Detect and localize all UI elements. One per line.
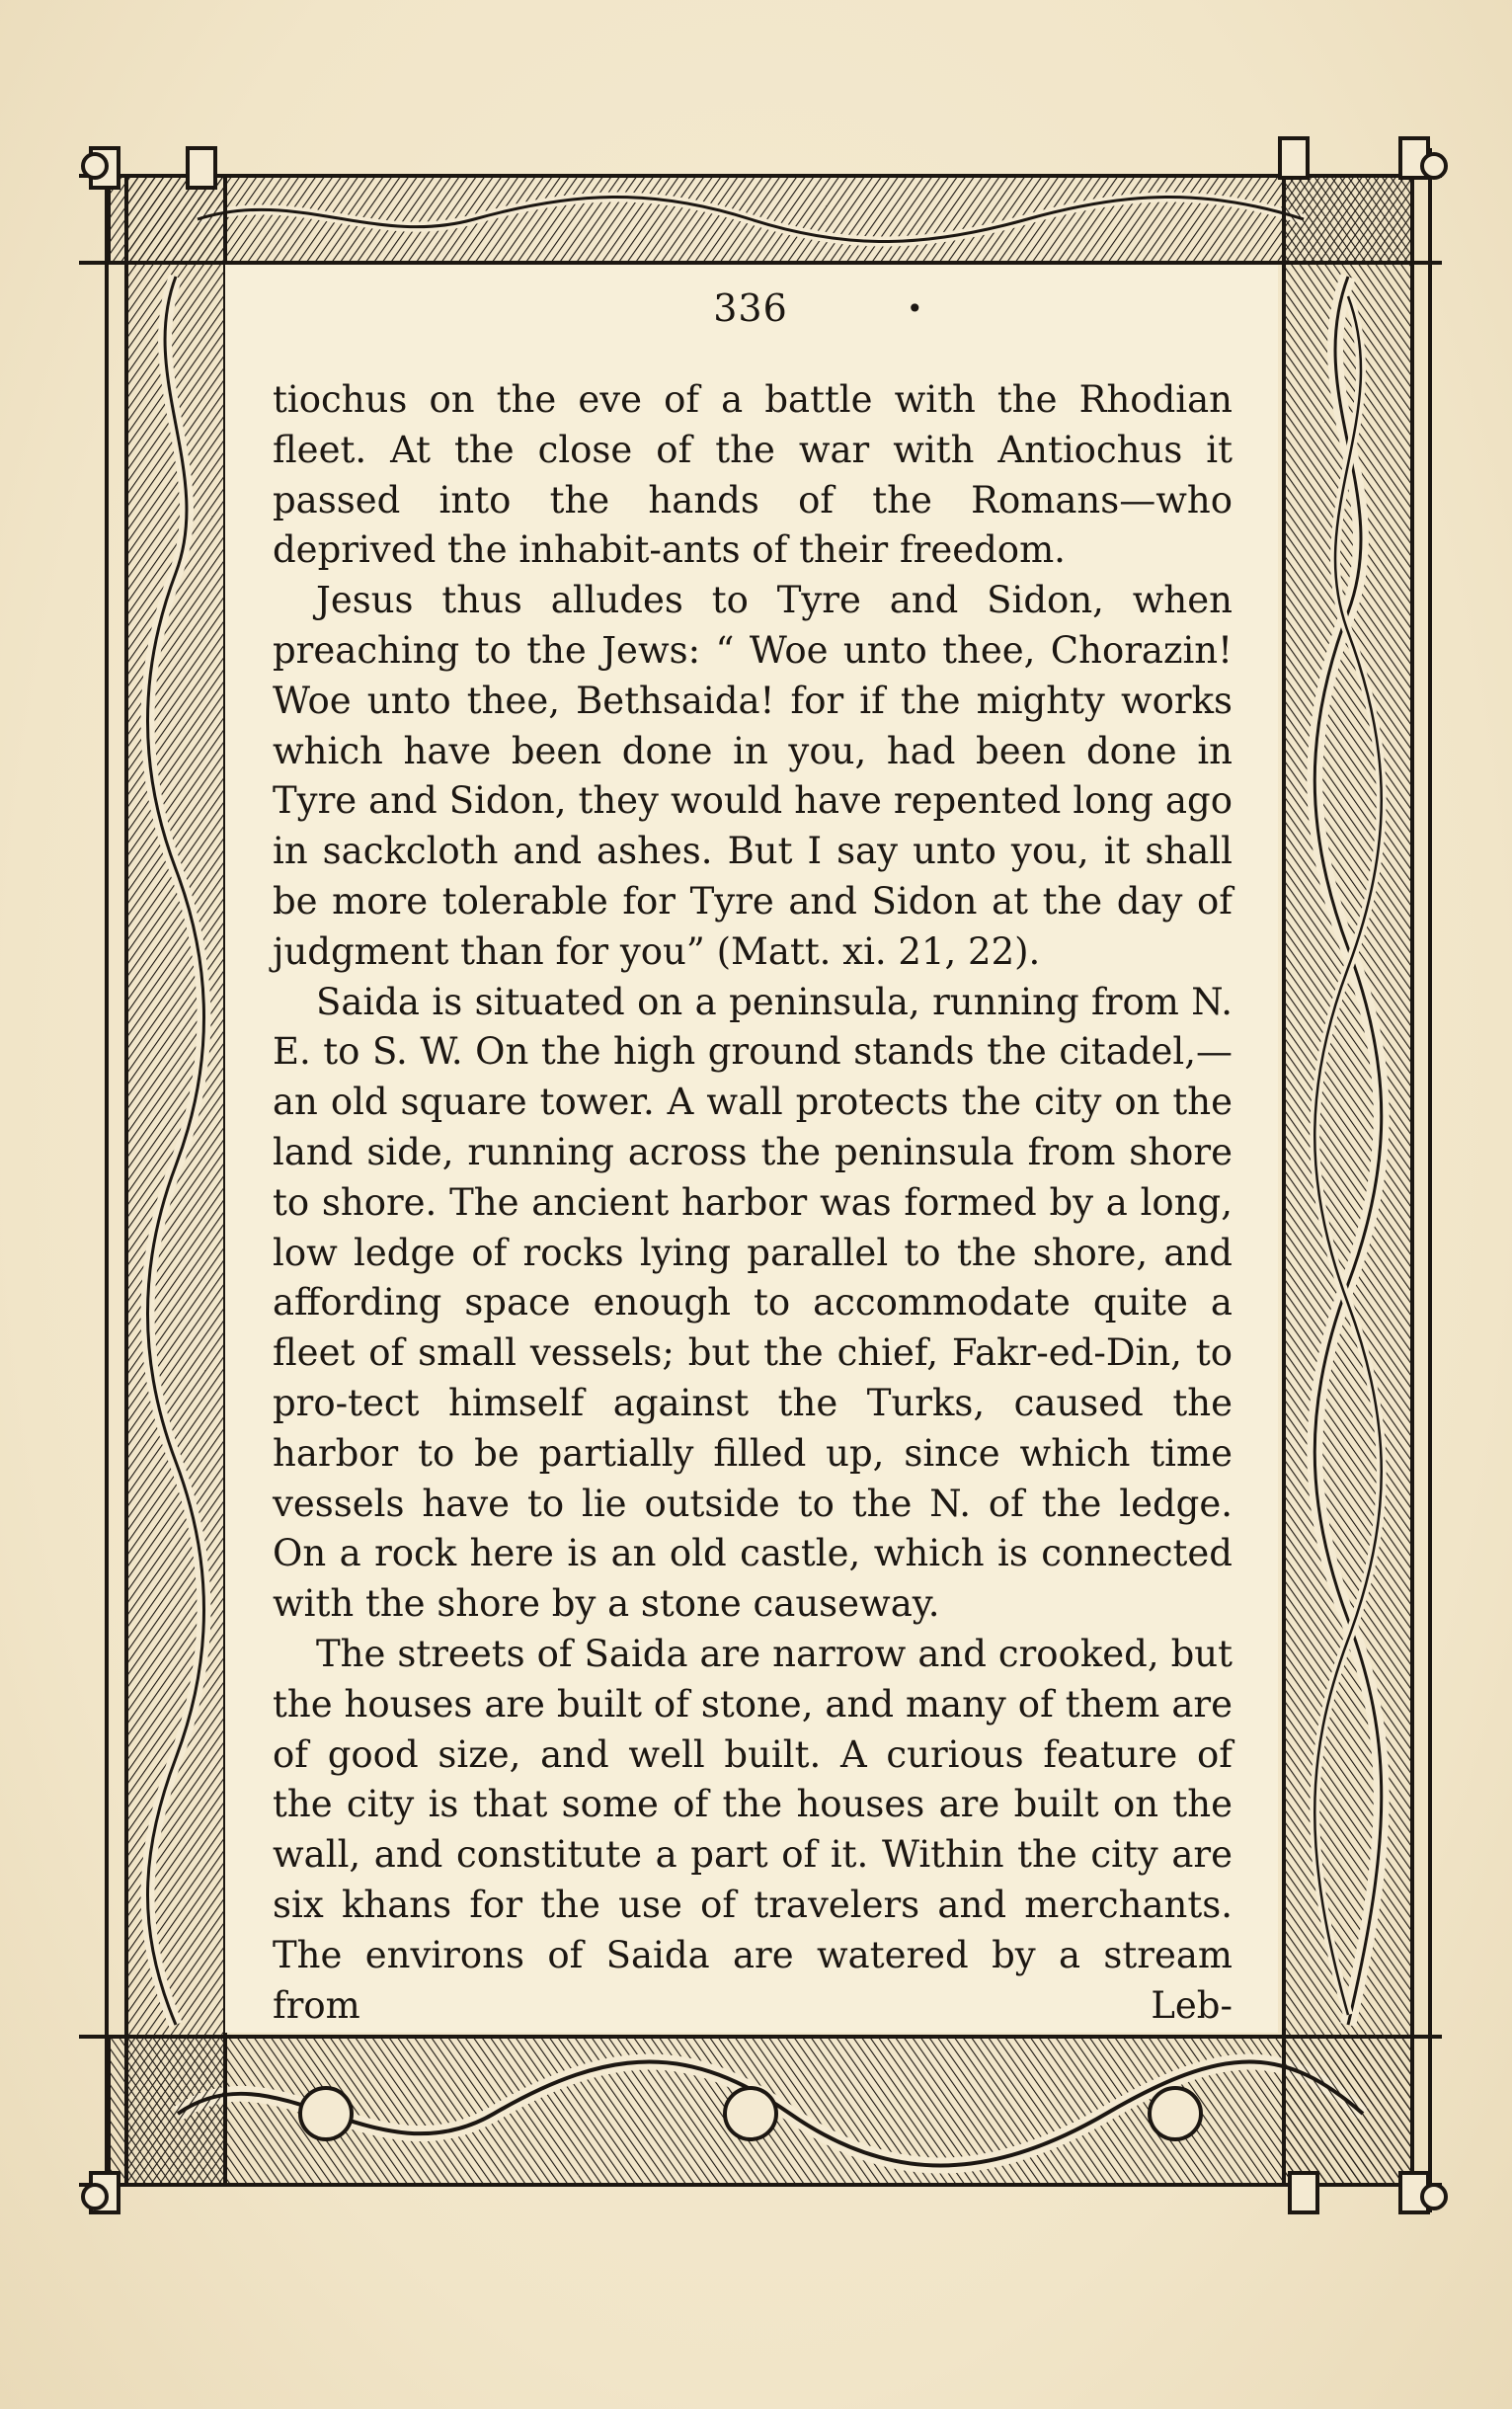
page-number: 336 <box>713 286 788 330</box>
paragraph: Saida is situated on a peninsula, running from N. E. to S. W. On the high ground stands the citadel,—an old square tower. A wall protects the city on the land side, running across the peninsula from shore to shore. The ancient harbor was formed by a long, low ledge of rocks lying parallel to the shore, and affording space enough to accommodate quite a fleet of small vessels; but the chief, Fakr-ed-Din, to pro-tect himself against the Turks, caused the harbor to be partially filled up, since which time vessels have to lie outside to the N. of the ledge. On a rock here is an old castle, which is connected with the shore by a stone causeway. <box>273 980 1233 1626</box>
top-border-band <box>79 176 1442 263</box>
paragraph: Jesus thus alludes to Tyre and Sidon, when preaching to the Jews: “ Woe unto thee, Chorazin! Woe unto thee, Bethsaida! for if the mighty works which have been done in you, had been done in Tyre and Sidon, they would have repented long ago in sackcloth and ashes. But I say unto you, it shall be more tolerable for Tyre and Sidon at the day of judgment than for you” (Matt. xi. 21, 22). <box>273 579 1233 973</box>
left-border-column <box>107 148 225 2212</box>
page-dot-marker: • <box>907 292 923 325</box>
paragraph: The streets of Saida are narrow and crooked, but the houses are built of stone, and many of them are of good size, and well built. A curious feature of the city is that some of the houses are built on the wall, and constitute a part of it. Within the city are six khans for the use of travelers and merchants. The environs of Saida are watered by a stream from Leb- <box>273 1632 1233 2027</box>
body-text <box>273 375 1233 2031</box>
bottom-border-band <box>79 2037 1442 2185</box>
paragraph: tiochus on the eve of a battle with the Rhodian fleet. At the close of the war with Antiochus it passed into the hands of the Romans—who deprived the inhabit-ants of their freedom. <box>273 378 1233 572</box>
right-border-column <box>1284 148 1430 2212</box>
